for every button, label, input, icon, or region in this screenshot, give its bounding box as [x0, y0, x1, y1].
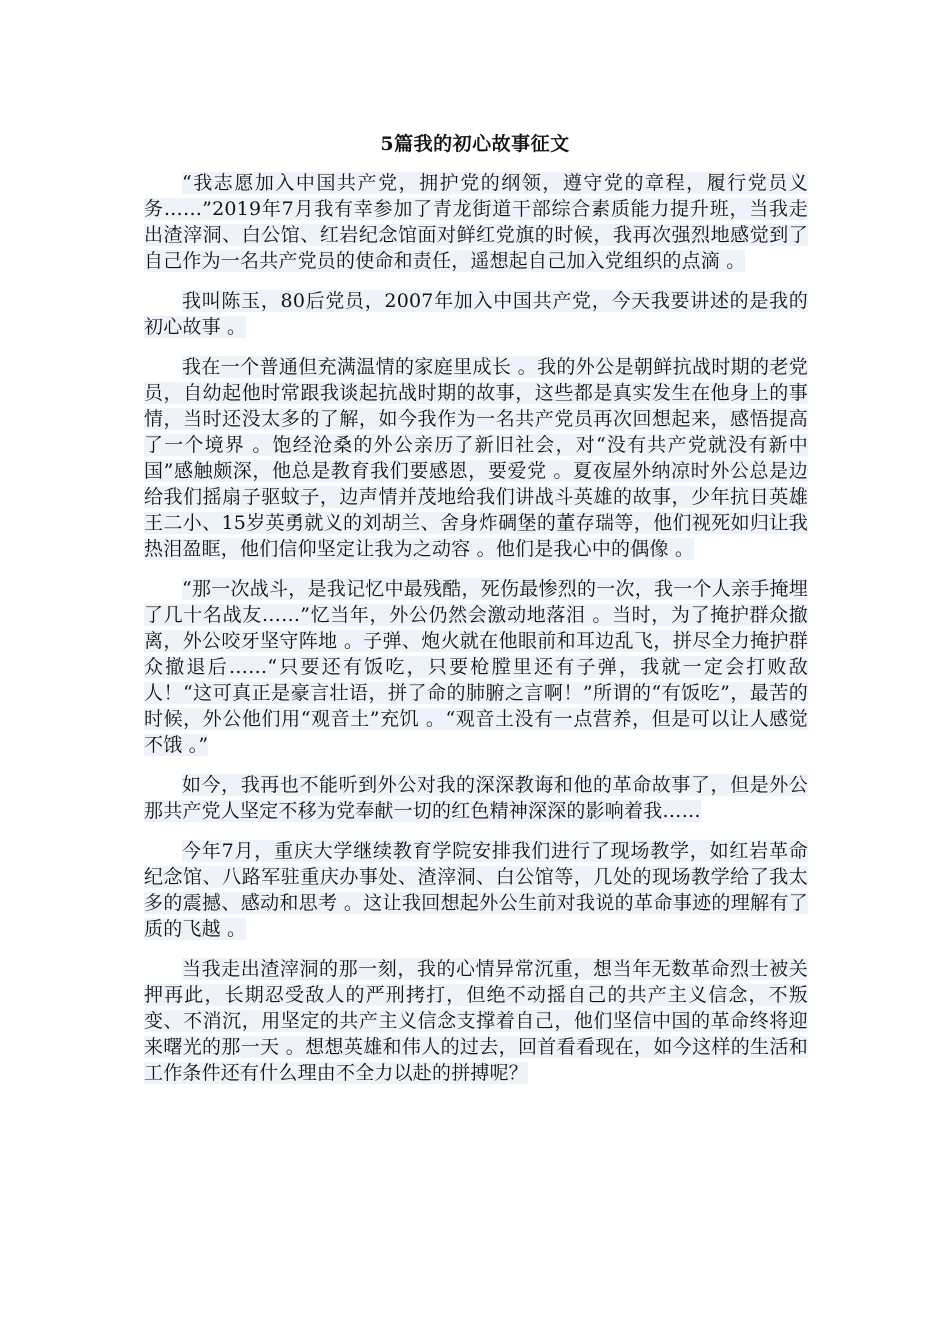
paragraph-7-text: 当我走出渣滓洞的那一刻，我的心情异常沉重，想当年无数革命烈士被关押再此，长期忍受敌人的严刑拷打，但绝不动摇自己的共产主义信念，不叛变、不消沉，用坚定的共产主义信念支撑着自己，他们坚信中国的革命终将迎来曙光的那一天 。想想英雄和伟人的过去，回首看看现在，如今这样的生活和工作条件还有什么理由不全力以赴的拼搏呢？: [144, 958, 808, 1084]
paragraph-3: [144, 354, 808, 562]
paragraph-2: [144, 288, 808, 340]
paragraph-7: [144, 956, 808, 1086]
paragraph-2-text: 我叫陈玉，80后党员，2007年加入中国共产党，今天我要讲述的是我的初心故事 。: [144, 290, 808, 338]
document-title: 5篇我的初心故事征文: [380, 133, 570, 155]
document-body: [144, 170, 808, 1100]
paragraph-6: [144, 838, 808, 942]
paragraph-6-text: 今年7月，重庆大学继续教育学院安排我们进行了现场教学，如红岩革命纪念馆、八路军驻重庆办事处、渣滓洞、白公馆等，几处的现场教学给了我太多的震撼、感动和思考 。这让我回想起外公生前对我说的革命事迹的理解有了质的飞越 。: [144, 840, 808, 940]
paragraph-1: [144, 170, 808, 274]
paragraph-3-text: 我在一个普通但充满温情的家庭里成长 。我的外公是朝鲜抗战时期的老党员，自幼起他时常跟我谈起抗战时期的故事，这些都是真实发生在他身上的事情，当时还没太多的了解，如今我作为一名共产党员再次回想起来，感悟提高了一个境界 。饱经沧桑的外公亲历了新旧社会，对“没有共产党就没有新中国”感触颇深，他总是教育我们要感恩，要爱党 。夏夜屋外纳凉时外公总是边给我们摇扇子驱蚊子，边声情并茂地给我们讲战斗英雄的故事，少年抗日英雄王二小、15岁英勇就义的刘胡兰、舍身炸碉堡的董存瑞等，他们视死如归让我热泪盈眶，他们信仰坚定让我为之动容 。他们是我心中的偶像 。: [144, 356, 808, 560]
paragraph-5: [144, 772, 808, 824]
paragraph-4-text: “那一次战斗，是我记忆中最残酷，死伤最惨烈的一次，我一个人亲手掩埋了几十名战友……”忆当年，外公仍然会激动地落泪 。当时，为了掩护群众撤离，外公咬牙坚守阵地 。子弹、炮火就在他眼前和耳边乱飞，拼尽全力掩护群众撤退后……“只要还有饭吃，只要枪膛里还有子弹，我就一定会打败敌人！“这可真正是豪言壮语，拼了命的肺腑之言啊！”所谓的“有饭吃”，最苦的时候，外公他们用“观音土”充饥 。“观音土没有一点营养，但是可以让人感觉不饿 。”: [144, 578, 808, 756]
paragraph-5-text: 如今，我再也不能听到外公对我的深深教诲和他的革命故事了，但是外公那共产党人坚定不移为党奉献一切的红色精神深深的影响着我……: [144, 774, 808, 822]
paragraph-1-text: “我志愿加入中国共产党，拥护党的纲领，遵守党的章程，履行党员义务……”2019年7月我有幸参加了青龙街道干部综合素质能力提升班，当我走出渣滓洞、白公馆、红岩纪念馆面对鲜红党旗的时候，我再次强烈地感觉到了自己作为一名共产党员的使命和责任，遥想起自己加入党组织的点滴 。: [144, 172, 808, 272]
paragraph-4: [144, 576, 808, 758]
